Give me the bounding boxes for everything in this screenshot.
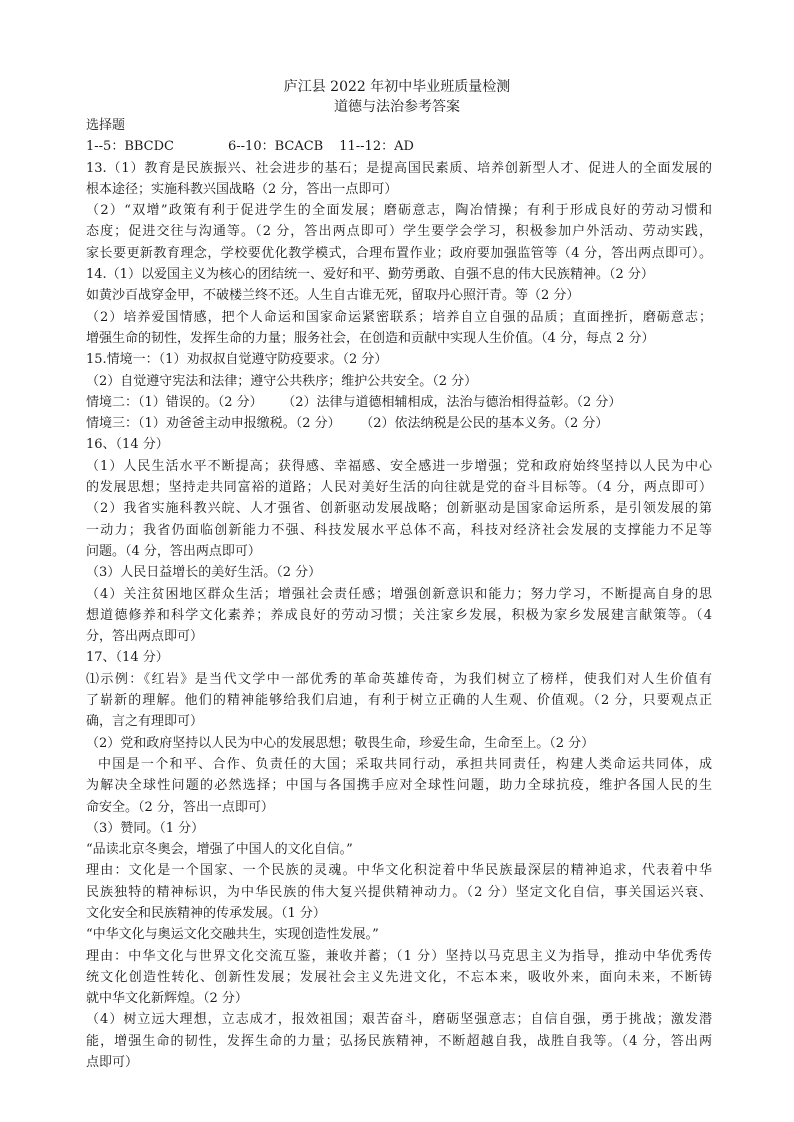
answer-line: （2）党和政府坚持以人民为中心的发展思想；敬畏生命，珍爱生命，生命至上。（2 分）: [86, 735, 595, 751]
answer-line: 确，言之有理即可）: [86, 714, 204, 730]
answer-line: 民族独特的精神标识，为中华民族的伟大复兴提供精神动力。（2 分）坚定文化自信，事关国运兴衰、: [86, 884, 712, 900]
answer-line: 能，增强生命的韧性，发挥生命的力量；弘扬民族精神，不断超越自我，战胜自我等。（4 分，答出两: [86, 1033, 712, 1049]
answer-line: 想道德修养和科学文化素养；养成良好的劳动习惯；关注家乡发展，积极为家乡发展建言献策等。（4: [86, 607, 712, 623]
answer-line: “中华文化与奥运文化交融共生，实现创造性发展。”: [86, 927, 379, 943]
answer-line: 根本途径；实施科教兴国战略（2 分，答出一点即可）: [86, 181, 398, 197]
answer-segment: 1--5：BBCDC: [86, 139, 174, 155]
answer-segment: 情境二：（1）错误的。（2 分）: [86, 394, 263, 410]
answer-line: （1）人民生活水平不断提高；获得感、幸福感、安全感进一步增强；党和政府始终坚持以人民为中心: [86, 458, 712, 474]
answer-line: 如黄沙百战穿金甲，不破楼兰终不还。人生自古谁无死，留取丹心照汗青。等（2 分）: [86, 288, 580, 304]
answer-line: （2）自觉遵守宪法和法律；遵守公共秩序；维护公共安全。（2 分）: [86, 373, 478, 389]
answer-line: （4）树立远大理想，立志成才，报效祖国；艰苦奋斗，磨砺坚强意志；自信自强，勇于挑战；激发潜: [86, 1012, 712, 1028]
answer-line: （2）“双增”政策有利于促进学生的全面发展；磨砺意志，陶冶情操；有利于形成良好的劳动习惯和: [86, 203, 712, 219]
answer-line: 中国是一个和平、合作、负责任的大国；采取共同行动，承担共同责任，构建人类命运共同体，成: [98, 756, 712, 772]
answer-segment: 6--10：BCACB: [228, 139, 324, 155]
document-title: 庐江县 2022 年初中毕业班质量检测: [283, 79, 511, 95]
answer-line: 点即可）: [86, 1055, 139, 1071]
answer-line: 14.（1）以爱国主义为核心的团结统一、爱好和平、勤劳勇敢、自强不息的伟大民族精神。（2 分）: [86, 267, 654, 283]
answer-content: [86, 115, 712, 1073]
answer-line: 增强生命的韧性，发挥生命的力量；服务社会，在创造和贡献中实现人生价值。（4 分，每点 2 分）: [86, 330, 655, 346]
answer-line: 统文化创造性转化、创新性发展；发展社会主义先进文化，不忘本来，吸收外来，面向未来，不断铸: [86, 969, 712, 985]
answer-line: 理由：文化是一个国家、一个民族的灵魂。中华文化积淀着中华民族最深层的精神追求，代表着中华: [86, 863, 712, 879]
answer-line: 15.情境一：（1）劝叔叔自觉遵守防疫要求。（2 分）: [86, 352, 388, 368]
answer-line: 就中华文化新辉煌。（2 分）: [86, 991, 248, 1007]
answer-line: （3）赞同。（1 分）: [86, 820, 205, 836]
document-subtitle: 道德与法治参考答案: [334, 99, 460, 115]
answer-segment: （2）法律与道德相辅相成，法治与德治相得益彰。（2 分）: [288, 394, 622, 410]
answer-segment: 11--12：AD: [339, 139, 414, 155]
answer-line: （2）培养爱国情感，把个人命运和国家命运紧密联系；培养自立自强的品质；直面挫折，磨砺意志；: [86, 309, 712, 325]
answer-segment: （2）依法纳税是公民的基本义务。（2 分）: [366, 416, 609, 432]
answer-line: 17、（14 分）: [86, 650, 169, 666]
answer-line: 的发展思想；坚持走共同富裕的道路；人民对美好生活的向往就是党的奋斗目标等。（4 分，两点即可）: [86, 480, 712, 496]
answer-line: 了崭新的理解。他们的精神能够给我们启迪，有利于树立正确的人生观、价值观。（2 分，只要观点正: [86, 693, 712, 709]
answer-line: 态度；促进交往与沟通等。（2 分，答出两点即可）学生要学会学习，积极参加户外活动、劳动实践，: [86, 224, 712, 240]
answer-line: （2）我省实施科教兴皖、人才强省、创新驱动发展战略；创新驱动是国家命运所系，是引领发展的第: [86, 501, 712, 517]
answer-line: 理由：中华文化与世界文化交流互鉴，兼收并蓄；（1 分）坚持以马克思主义为指导，推动中华优秀传: [86, 948, 712, 964]
answer-line: 问题。（4 分，答出两点即可）: [86, 543, 261, 559]
answer-line: ⑴示例：《红岩》是当代文学中一部优秀的革命英雄传奇，为我们树立了榜样，使我们对人生价值有: [86, 671, 712, 687]
answer-line: 13.（1）教育是民族振兴、社会进步的基石；是提高国民素质、培养创新型人才、促进人的全面发展的: [86, 160, 712, 176]
answer-line: 16、（14 分）: [86, 437, 169, 453]
answer-line: 为解决全球性问题的必然选择；中国与各国携手应对全球性问题，助力全球抗疫，维护各国人民的生: [86, 778, 712, 794]
answer-line: [86, 136, 712, 157]
answer-line: 分，答出两点即可）: [86, 629, 204, 645]
answer-line: 家长要更新教育理念，学校要优化教学模式，合理布置作业；政府要加强监管等（4 分，答出两点即可）。: [86, 245, 712, 261]
answer-line: （3）人民日益增长的美好生活。（2 分）: [86, 565, 322, 581]
answer-line: 选择题: [86, 118, 126, 133]
answer-line: 一动力；我省仍面临创新能力不强、科技发展水平总体不高，科技对经济社会发展的支撑能力不足等: [86, 522, 712, 538]
answer-line: 命安全。（2 分，答出一点即可）: [86, 799, 274, 815]
answer-line: 文化安全和民族精神的传承发展。（1 分）: [86, 905, 326, 921]
answer-line: [86, 392, 712, 413]
answer-segment: 情境三：（1）劝爸爸主动申报缴税。（2 分）: [86, 416, 341, 432]
answer-line: “品读北京冬奥会，增强了中国人的文化自信。”: [86, 842, 353, 858]
answer-line: （4）关注贫困地区群众生活；增强社会责任感；增强创新意识和能力；努力学习，不断提高自身的思: [86, 586, 712, 602]
answer-line: [86, 413, 712, 434]
